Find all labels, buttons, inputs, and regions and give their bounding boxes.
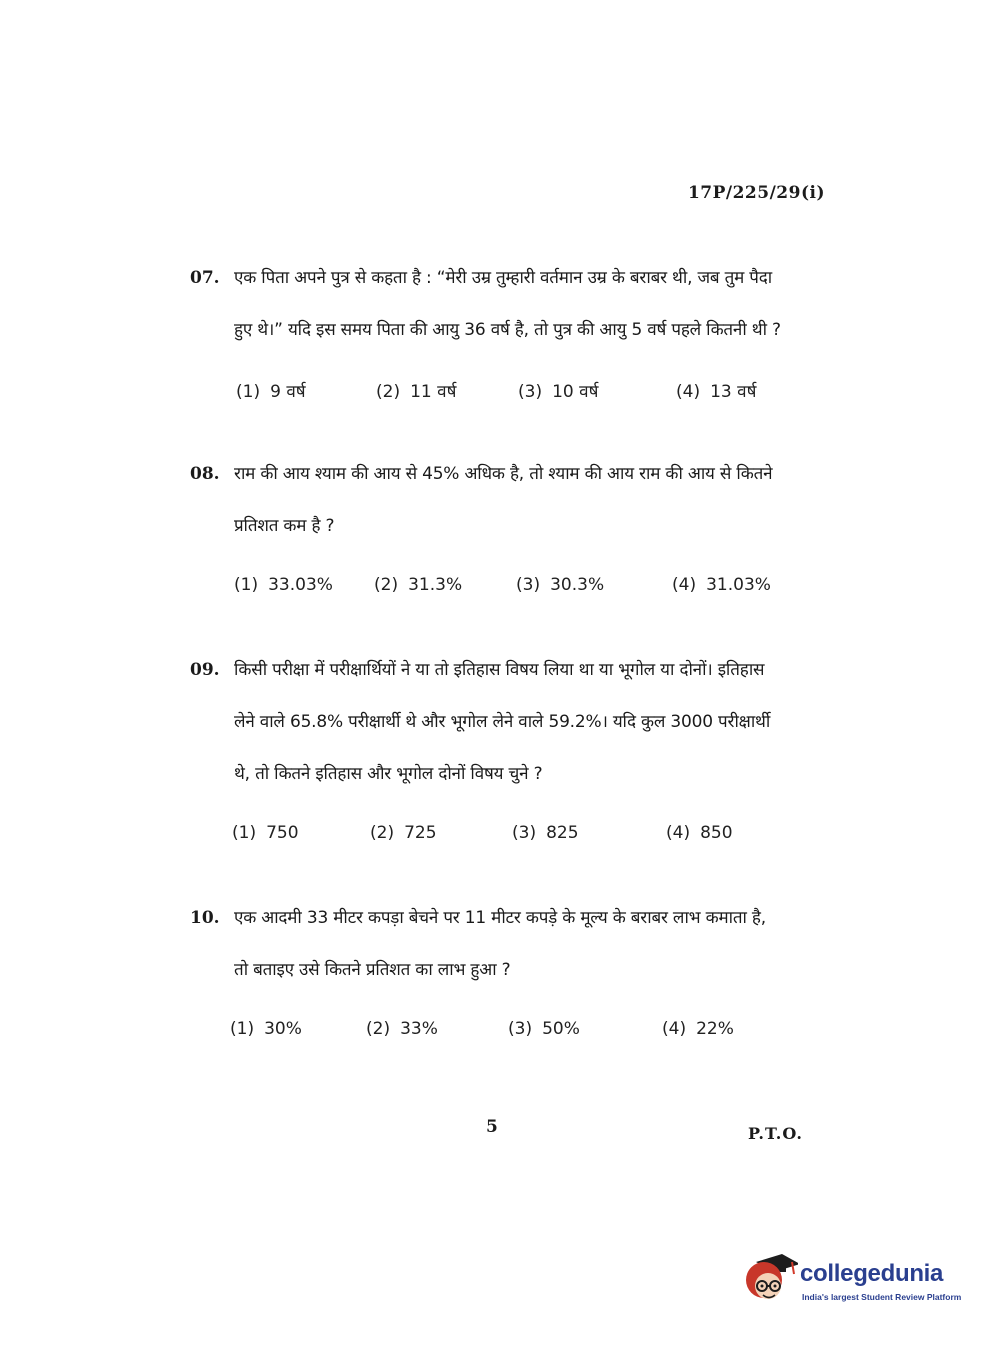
- question-text-line: तो बताइए उसे कितने प्रतिशत का लाभ हुआ ?: [234, 960, 511, 980]
- question-07: [190, 265, 830, 419]
- option-3: (3) 30.3%: [516, 575, 605, 595]
- options-row: [190, 1019, 830, 1059]
- logo-name: collegedunia: [800, 1260, 944, 1287]
- options-row: [190, 379, 830, 419]
- option-1: (1) 30%: [230, 1019, 302, 1039]
- question-text-line: किसी परीक्षा में परीक्षार्थियों ने या तो इतिहास विषय लिया था या भूगोल या दोनों। इतिहास: [234, 660, 765, 680]
- question-text-line: थे, तो कितने इतिहास और भूगोल दोनों विषय चुने ?: [234, 764, 543, 784]
- option-2: (2) 33%: [366, 1019, 438, 1039]
- option-1: (1) 33.03%: [234, 575, 333, 595]
- option-1: (1) 750: [232, 823, 299, 843]
- option-3: (3) 825: [512, 823, 579, 843]
- logo-tagline: India's largest Student Review Platform: [802, 1292, 962, 1302]
- option-4: (4) 13 वर्ष: [676, 382, 757, 402]
- question-09: [190, 657, 830, 863]
- option-2: (2) 725: [370, 823, 437, 843]
- pto-label: P.T.O.: [748, 1124, 803, 1143]
- option-1: (1) 9 वर्ष: [236, 382, 306, 402]
- option-2: (2) 11 वर्ष: [376, 382, 457, 402]
- question-number: 10.: [190, 908, 220, 928]
- option-2: (2) 31.3%: [374, 575, 463, 595]
- question-text-line: एक आदमी 33 मीटर कपड़ा बेचने पर 11 मीटर कपड़े के मूल्य के बराबर लाभ कमाता है,: [234, 908, 766, 928]
- options-row: [190, 823, 830, 863]
- question-number: 09.: [190, 660, 220, 680]
- option-4: (4) 31.03%: [672, 575, 771, 595]
- question-text-line: प्रतिशत कम है ?: [234, 516, 335, 536]
- question-08: [190, 461, 830, 615]
- paper-code: 17P/225/29(i): [687, 183, 825, 203]
- question-text-line: एक पिता अपने पुत्र से कहता है : “मेरी उम्र तुम्हारी वर्तमान उम्र के बराबर थी, जब तुम पैदा: [234, 268, 772, 288]
- question-number: 08.: [190, 464, 220, 484]
- question-text-line: राम की आय श्याम की आय से 45% अधिक है, तो श्याम की आय राम की आय से कितने: [234, 464, 773, 484]
- question-text-line: हुए थे।” यदि इस समय पिता की आयु 36 वर्ष है, तो पुत्र की आयु 5 वर्ष पहले कितनी थी ?: [234, 320, 781, 340]
- page-number: 5: [486, 1117, 498, 1137]
- question-number: 07.: [190, 268, 220, 288]
- option-4: (4) 850: [666, 823, 733, 843]
- question-10: [190, 905, 830, 1059]
- options-row: [190, 575, 830, 615]
- collegedunia-mascot-icon: [742, 1250, 798, 1310]
- question-text-line: लेने वाले 65.8% परीक्षार्थी थे और भूगोल लेने वाले 59.2%। यदि कुल 3000 परीक्षार्थी: [234, 712, 771, 732]
- option-4: (4) 22%: [662, 1019, 734, 1039]
- option-3: (3) 10 वर्ष: [518, 382, 599, 402]
- collegedunia-logo: [742, 1250, 972, 1310]
- option-3: (3) 50%: [508, 1019, 580, 1039]
